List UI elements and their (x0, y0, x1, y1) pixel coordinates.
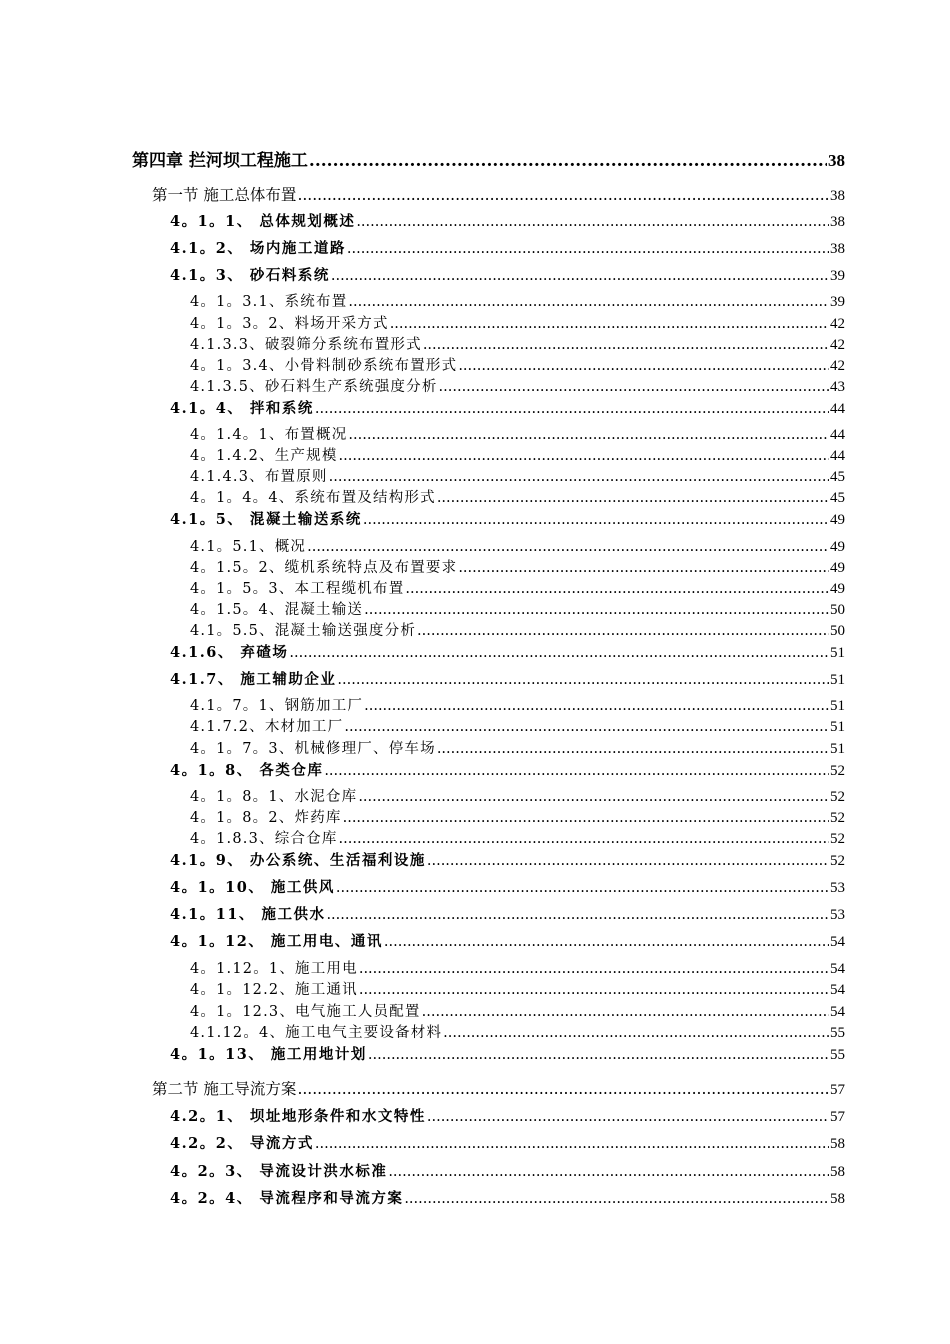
toc-dot-leader (417, 623, 829, 639)
toc-entry-title: 4.1.3.3、破裂筛分系统布置形式 (190, 337, 422, 353)
toc-entry-page-number: 54 (830, 1004, 845, 1020)
toc-entry[interactable] (190, 465, 845, 486)
toc-dot-leader (324, 763, 829, 779)
toc-dot-leader (348, 427, 829, 443)
toc-entry[interactable] (170, 264, 845, 285)
toc-entry-page-number: 45 (830, 490, 845, 506)
toc-entry[interactable] (190, 423, 845, 444)
toc-dot-leader (329, 469, 829, 485)
toc-entry-page-number: 42 (830, 316, 845, 332)
toc-entry-page-number: 51 (830, 672, 845, 688)
toc-entry-title: 4。1.5。2、缆机系统特点及布置要求 (190, 560, 458, 576)
toc-dot-leader (343, 810, 829, 826)
toc-entry-page-number: 58 (830, 1191, 845, 1207)
toc-dot-leader (331, 268, 829, 284)
toc-dot-leader (388, 1164, 829, 1180)
toc-dot-leader (443, 1025, 829, 1041)
toc-dot-leader (427, 853, 829, 869)
toc-entry-page-number: 49 (830, 512, 845, 528)
toc-entry-page-number: 51 (830, 719, 845, 735)
toc-dot-leader (437, 490, 829, 506)
toc-entry-page-number: 55 (830, 1025, 845, 1041)
toc-entry-page-number: 54 (830, 934, 845, 950)
toc-entry-page-number: 51 (830, 698, 845, 714)
toc-dot-leader (437, 741, 829, 757)
toc-entry-page-number: 57 (830, 1082, 845, 1098)
toc-entry-title: 4。1。5。3、本工程缆机布置 (190, 581, 405, 597)
toc-entry-title: 4。1。12.2、施工通讯 (190, 982, 358, 998)
toc-entry[interactable] (170, 508, 845, 529)
toc-entry[interactable] (190, 375, 845, 396)
toc-dot-leader (390, 316, 829, 332)
toc-entry-page-number: 52 (830, 831, 845, 847)
toc-dot-leader (359, 982, 829, 998)
toc-entry-title: 第一节 施工总体布置 (152, 186, 297, 204)
toc-entry-title: 4.2。1、 坝址地形条件和水文特性 (170, 1108, 426, 1125)
toc-entry[interactable] (190, 619, 845, 640)
toc-entry-page-number: 58 (830, 1164, 845, 1180)
toc-entry-page-number: 53 (830, 880, 845, 896)
toc-entry[interactable] (190, 556, 845, 577)
toc-entry[interactable] (170, 668, 845, 689)
toc-entry[interactable] (152, 183, 845, 205)
toc-entry-page-number: 49 (830, 539, 845, 555)
toc-dot-leader (458, 560, 829, 576)
toc-entry-page-number: 51 (830, 645, 845, 661)
toc-entry[interactable] (190, 806, 845, 827)
toc-dot-leader (297, 186, 829, 204)
toc-entry[interactable] (190, 1000, 845, 1021)
toc-entry[interactable] (170, 1043, 845, 1064)
toc-entry[interactable] (170, 1187, 845, 1208)
toc-entry-title: 4。1.5。4、混凝土输送 (190, 602, 364, 618)
toc-entry-title: 4。1。7。3、机械修理厂、停车场 (190, 741, 436, 757)
toc-entry-page-number: 39 (830, 294, 845, 310)
toc-entry-page-number: 44 (830, 401, 845, 417)
toc-entry-title: 4.1。9、 办公系统、生活福利设施 (170, 852, 426, 869)
toc-entry[interactable] (170, 849, 845, 870)
toc-entry[interactable] (190, 827, 845, 848)
toc-entry[interactable] (170, 397, 845, 418)
toc-dot-leader (348, 294, 829, 310)
toc-dot-leader (326, 907, 829, 923)
toc-entry-title: 4.1.3.5、砂石料生产系统强度分析 (190, 379, 438, 395)
toc-entry-title: 4。1。1、 总体规划概述 (170, 213, 356, 230)
toc-entry-title: 4。1。3.1、系统布置 (190, 294, 348, 310)
toc-entry-page-number: 58 (830, 1136, 845, 1152)
toc-entry-title: 4。1.4。1、布置概况 (190, 427, 348, 443)
toc-entry-page-number: 52 (830, 853, 845, 869)
toc-entry-title: 4。1。10、 施工供风 (170, 879, 335, 896)
toc-entry-title: 4。1.12。1、施工用电 (190, 961, 358, 977)
toc-entry[interactable] (190, 978, 845, 999)
toc-entry[interactable] (190, 444, 845, 465)
toc-entry-page-number: 57 (830, 1109, 845, 1125)
toc-entry-page-number: 39 (830, 268, 845, 284)
toc-entry-title: 4.1.7、 施工辅助企业 (170, 671, 337, 688)
toc-dot-leader (358, 789, 829, 805)
toc-entry-page-number: 44 (830, 427, 845, 443)
toc-entry[interactable] (170, 210, 845, 231)
toc-entry-page-number: 43 (830, 379, 845, 395)
toc-dot-leader (364, 698, 829, 714)
toc-entry[interactable] (190, 577, 845, 598)
toc-dot-leader (315, 1136, 829, 1152)
toc-dot-leader (364, 602, 829, 618)
toc-entry-title: 4.1.6、 弃碴场 (170, 644, 289, 661)
toc-entry-title: 4.2。2、 导流方式 (170, 1135, 314, 1152)
toc-entry-page-number: 52 (830, 789, 845, 805)
toc-entry[interactable] (190, 535, 845, 556)
toc-entry-title: 4.1。4、 拌和系统 (170, 400, 314, 417)
toc-entry[interactable] (190, 290, 845, 311)
toc-entry-title: 第四章 拦河坝工程施工 (132, 151, 308, 171)
toc-entry-page-number: 38 (830, 188, 845, 204)
toc-entry[interactable] (170, 237, 845, 258)
toc-entry-page-number: 51 (830, 741, 845, 757)
toc-dot-leader (339, 448, 829, 464)
toc-entry-title: 4。1。12、 施工用电、通讯 (170, 933, 383, 950)
toc-dot-leader (458, 358, 829, 374)
toc-entry-page-number: 54 (830, 961, 845, 977)
toc-entry[interactable] (190, 694, 845, 715)
toc-entry-page-number: 49 (830, 581, 845, 597)
toc-dot-leader (427, 1109, 829, 1125)
toc-entry-page-number: 42 (830, 358, 845, 374)
toc-dot-leader (336, 880, 829, 896)
toc-dot-leader (384, 934, 829, 950)
toc-entry-title: 4.1。5.5、混凝土输送强度分析 (190, 623, 417, 639)
toc-entry[interactable] (190, 1021, 845, 1042)
toc-entry-page-number: 38 (828, 151, 845, 170)
toc-entry[interactable] (190, 957, 845, 978)
toc-dot-leader (423, 337, 829, 353)
toc-entry[interactable] (190, 312, 845, 333)
toc-entry-title: 4.1。2、 场内施工道路 (170, 240, 346, 257)
toc-entry[interactable] (170, 759, 845, 780)
toc-entry-title: 4。1。3。2、料场开采方式 (190, 316, 389, 332)
toc-entry-title: 4.1.12。4、施工电气主要设备材料 (190, 1025, 443, 1041)
toc-entry-page-number: 50 (830, 623, 845, 639)
toc-entry-page-number: 52 (830, 810, 845, 826)
toc-dot-leader (309, 151, 827, 171)
toc-entry-title: 4。1。3.4、小骨料制砂系统布置形式 (190, 358, 458, 374)
toc-entry[interactable] (152, 1077, 845, 1099)
toc-entry-title: 4.1.7.2、木材加工厂 (190, 719, 344, 735)
toc-dot-leader (359, 961, 829, 977)
toc-entry-title: 4.1。5.1、概况 (190, 539, 307, 555)
toc-entry[interactable] (170, 1132, 845, 1153)
toc-dot-leader (315, 401, 829, 417)
toc-dot-leader (307, 539, 829, 555)
toc-entry[interactable] (170, 876, 845, 897)
toc-entry-page-number: 38 (830, 214, 845, 230)
toc-entry-title: 4。1。12.3、电气施工人员配置 (190, 1004, 421, 1020)
toc-dot-leader (405, 581, 829, 597)
toc-entry-page-number: 49 (830, 560, 845, 576)
toc-dot-leader (297, 1080, 829, 1098)
toc-entry-title: 4.1.4.3、布置原则 (190, 469, 328, 485)
toc-entry[interactable] (170, 641, 845, 662)
toc-entry-page-number: 55 (830, 1047, 845, 1063)
toc-entry[interactable] (190, 486, 845, 507)
toc-entry-title: 4.1。7。1、钢筋加工厂 (190, 698, 364, 714)
toc-dot-leader (347, 241, 829, 257)
toc-entry[interactable] (170, 1105, 845, 1126)
toc-entry-title: 4.1。3、 砂石料系统 (170, 267, 330, 284)
toc-entry[interactable] (190, 333, 845, 354)
toc-dot-leader (337, 672, 829, 688)
toc-entry-page-number: 45 (830, 469, 845, 485)
toc-entry-page-number: 38 (830, 241, 845, 257)
toc-entry-page-number: 52 (830, 763, 845, 779)
toc-dot-leader (422, 1004, 829, 1020)
toc-entry[interactable] (132, 146, 845, 171)
toc-entry-page-number: 42 (830, 337, 845, 353)
toc-dot-leader (339, 831, 829, 847)
toc-entry[interactable] (190, 785, 845, 806)
toc-entry-title: 4。1。4。4、系统布置及结构形式 (190, 490, 436, 506)
toc-entry-title: 4。1.8.3、综合仓库 (190, 831, 338, 847)
toc-entry-page-number: 54 (830, 982, 845, 998)
toc-entry[interactable] (190, 598, 845, 619)
toc-dot-leader (344, 719, 829, 735)
toc-entry-title: 4。1。13、 施工用地计划 (170, 1046, 367, 1063)
toc-entry-page-number: 53 (830, 907, 845, 923)
toc-entry-title: 4.1。11、 施工供水 (170, 906, 326, 923)
toc-entry[interactable] (190, 737, 845, 758)
toc-entry-title: 4.1。5、 混凝土输送系统 (170, 511, 362, 528)
toc-dot-leader (289, 645, 829, 661)
toc-entry-title: 第二节 施工导流方案 (152, 1080, 297, 1098)
toc-entry-page-number: 50 (830, 602, 845, 618)
toc-entry-title: 4。1。8。2、炸药库 (190, 810, 342, 826)
toc-entry-page-number: 44 (830, 448, 845, 464)
toc-entry-title: 4。1。8、 各类仓库 (170, 762, 324, 779)
toc-dot-leader (363, 512, 829, 528)
toc-dot-leader (368, 1047, 829, 1063)
toc-entry-title: 4。1。8。1、水泥仓库 (190, 789, 358, 805)
toc-entry[interactable] (190, 715, 845, 736)
toc-entry[interactable] (170, 930, 845, 951)
toc-entry[interactable] (190, 354, 845, 375)
toc-dot-leader (404, 1191, 829, 1207)
toc-entry-title: 4。2。3、 导流设计洪水标准 (170, 1163, 388, 1180)
toc-entry[interactable] (170, 903, 845, 924)
toc-entry-title: 4。1.4.2、生产规模 (190, 448, 338, 464)
toc-dot-leader (356, 214, 829, 230)
toc-entry-title: 4。2。4、 导流程序和导流方案 (170, 1190, 404, 1207)
toc-entry[interactable] (170, 1160, 845, 1181)
toc-dot-leader (439, 379, 829, 395)
